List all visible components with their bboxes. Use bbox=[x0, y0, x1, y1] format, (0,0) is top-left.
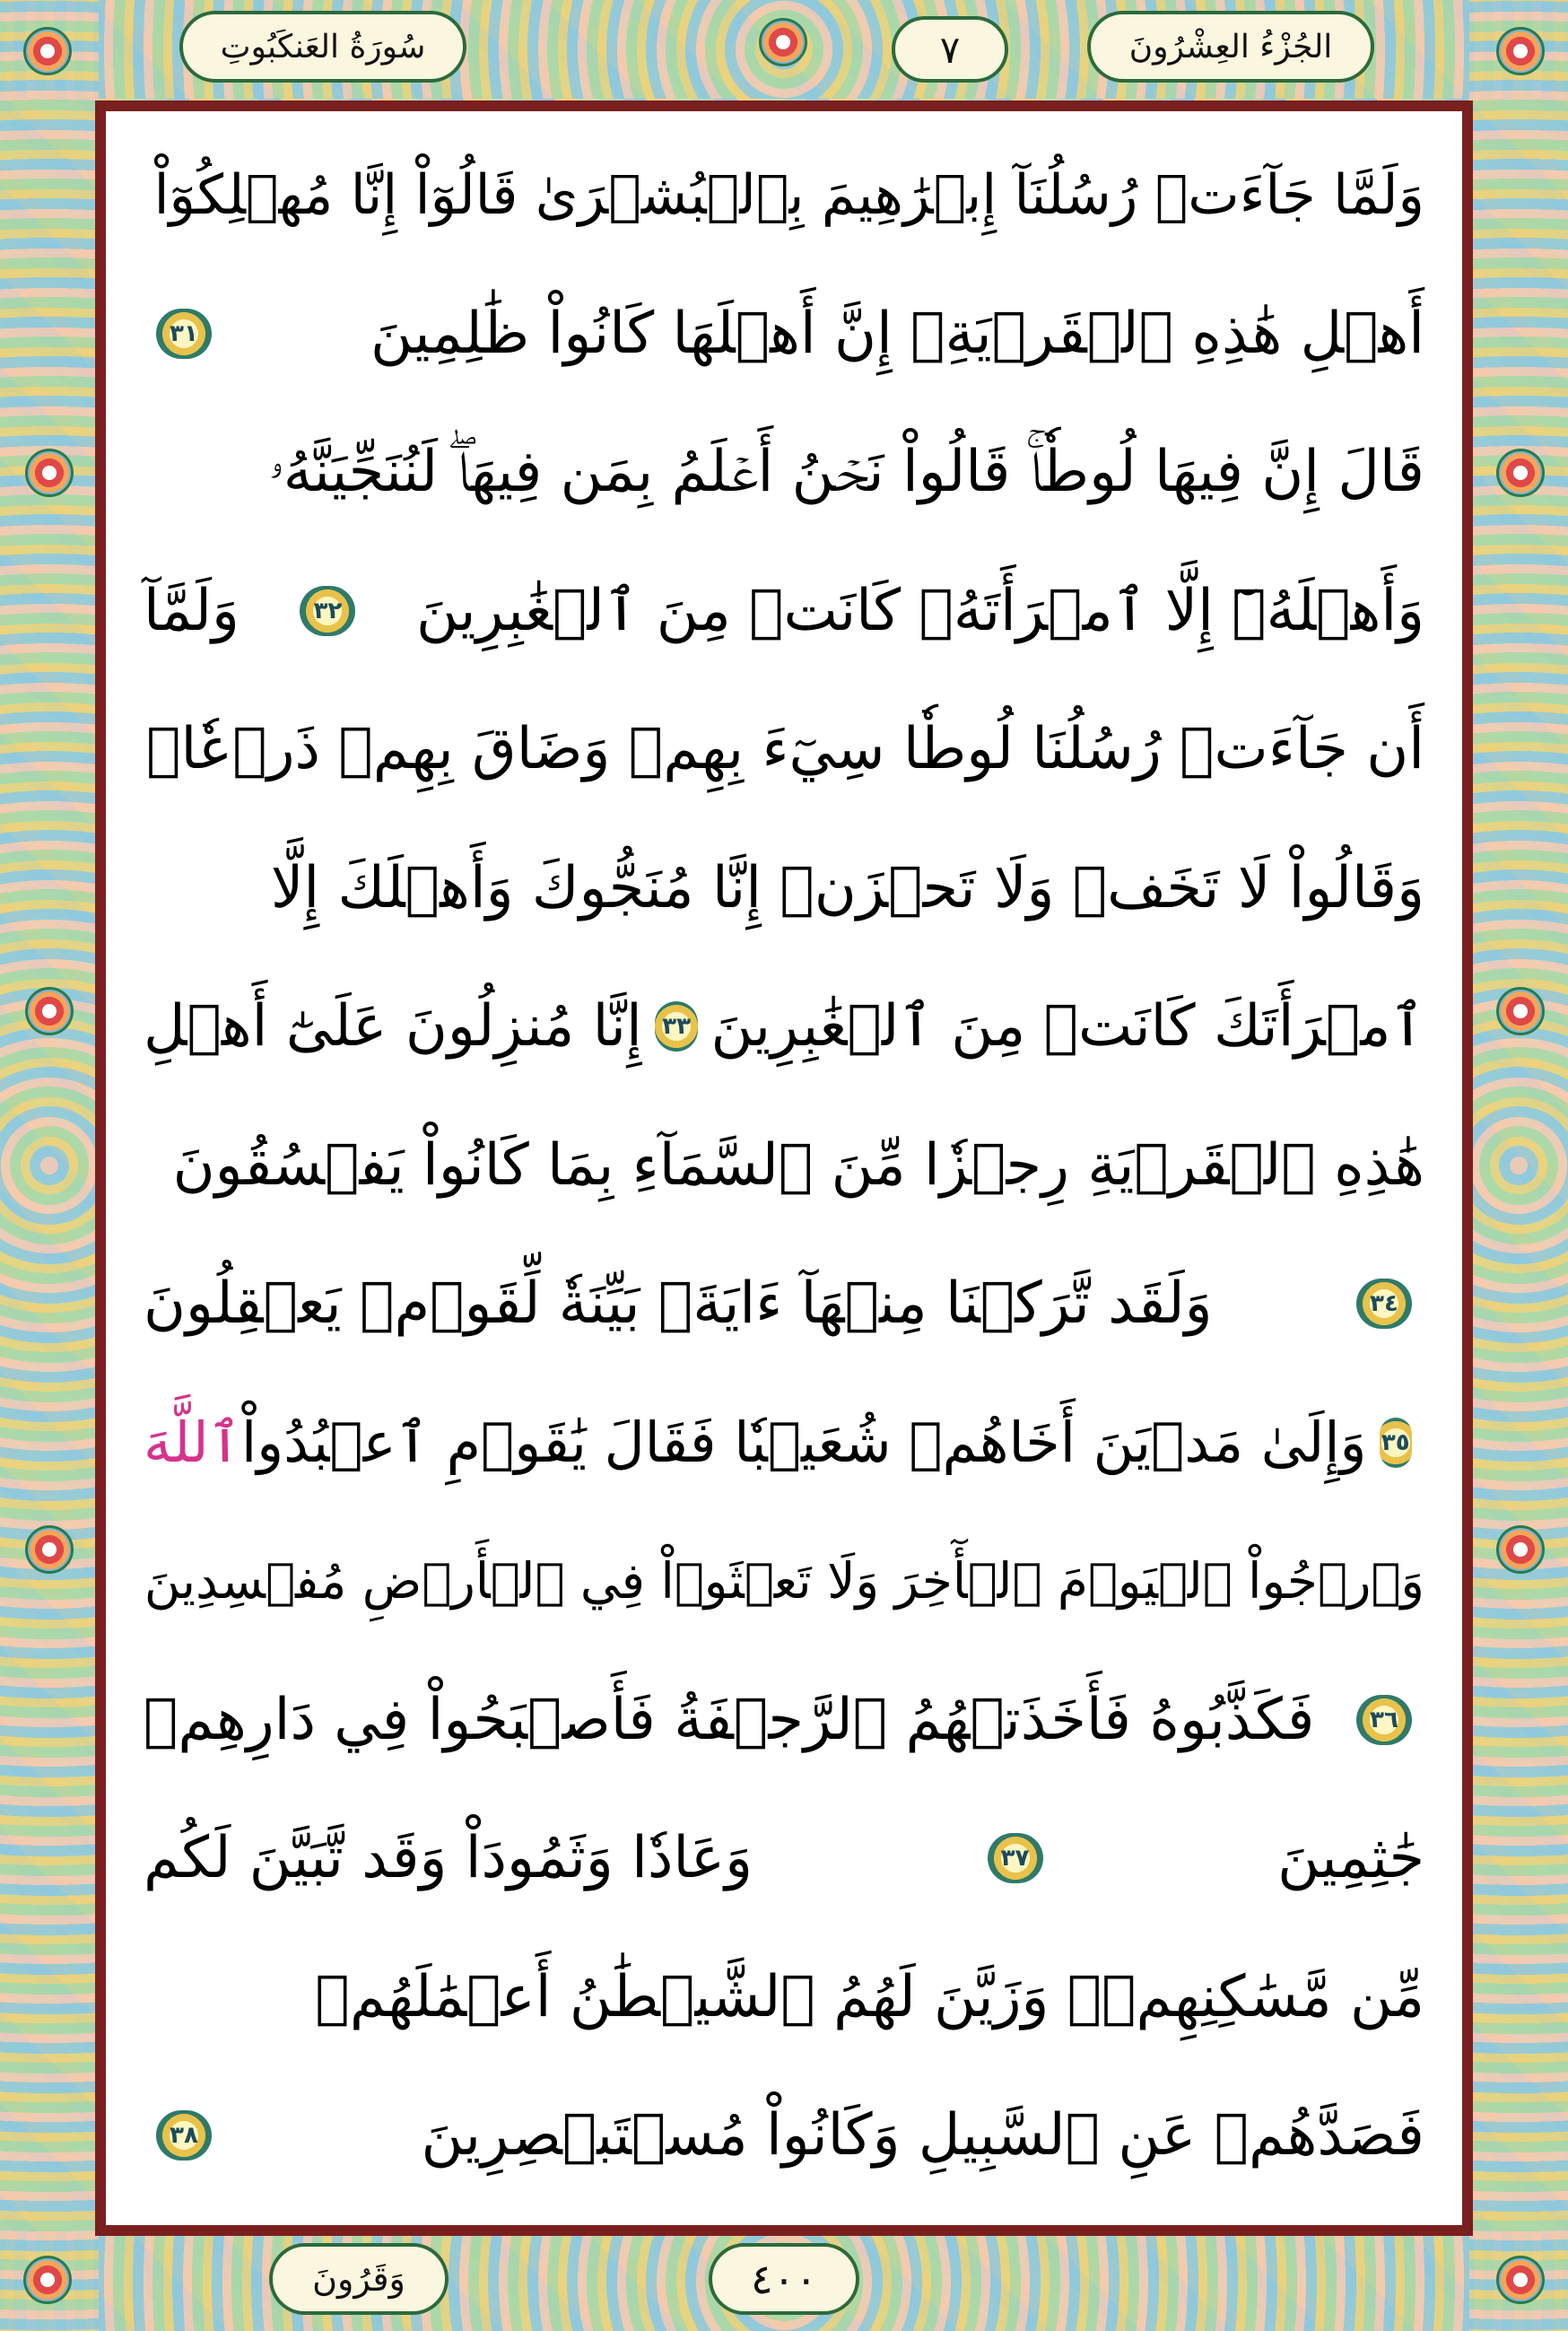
quran-line bbox=[144, 403, 1424, 542]
quran-line bbox=[144, 2066, 1424, 2205]
quran-line bbox=[144, 1512, 1424, 1651]
quran-line bbox=[144, 957, 1424, 1096]
ayah-number-marker: ٣٧ bbox=[988, 1833, 1043, 1883]
verse-text: هَٰذِهِ ٱلۡقَرۡيَةِ رِجۡزٗا مِّنَ ٱلسَّمَآءِ بِمَا كَانُواْ يَفۡسُقُونَ bbox=[172, 1131, 1424, 1199]
quran-text-block bbox=[144, 126, 1424, 2207]
quran-line bbox=[144, 265, 1424, 404]
verse-text: وَإِلَىٰ مَدۡيَنَ أَخَاهُمۡ شُعَيۡبٗا فَقَالَ يَٰقَوۡمِ ٱعۡبُدُواْ bbox=[240, 1409, 1367, 1475]
ayah-number-marker: ٣٢ bbox=[300, 586, 355, 636]
verse-text: إِنَّا مُنزِلُونَ عَلَىٰٓ أَهۡلِ bbox=[144, 993, 642, 1061]
catchword-label: وَقَرُونَ bbox=[269, 2243, 449, 2315]
verse-text: وَعَادٗا وَثَمُودَاْ وَقَد تَّبَيَّنَ لَكُم bbox=[144, 1825, 753, 1892]
rosette-ornament-icon bbox=[1496, 987, 1545, 1035]
ayah-number-marker: ٣٤ bbox=[1356, 1279, 1412, 1329]
rosette-ornament-icon bbox=[759, 18, 807, 66]
surah-name-label: سُورَةُ العَنكَبُوتِ bbox=[179, 11, 466, 83]
quran-line bbox=[144, 126, 1424, 265]
ayah-number-marker: ٣٨ bbox=[156, 2110, 212, 2161]
rosette-ornament-icon bbox=[1496, 2256, 1545, 2304]
quran-line bbox=[144, 1928, 1424, 2067]
verse-text: مِّن مَّسَٰكِنِهِمۡۖ وَزَيَّنَ لَهُمُ ٱلشَّيۡطَٰنُ أَعۡمَٰلَهُمۡ bbox=[315, 1963, 1424, 2030]
ornamental-border-left bbox=[0, 0, 99, 2331]
rosette-ornament-icon bbox=[25, 449, 74, 497]
quran-line bbox=[144, 1096, 1424, 1235]
verse-text: ٱمۡرَأَتَكَ كَانَتۡ مِنَ ٱلۡغَٰبِرِينَ bbox=[710, 993, 1424, 1061]
ayah-number-marker: ٣٥ bbox=[1380, 1418, 1413, 1468]
page-number-label: ٤٠٠ bbox=[709, 2243, 859, 2315]
verse-text: وَلَمَّا جَآءَتۡ رُسُلُنَآ إِبۡرَٰهِيمَ بِٱلۡبُشۡرَىٰ قَالُوٓاْ إِنَّا مُهۡلِكُوٓاْ bbox=[153, 162, 1424, 227]
quran-line bbox=[144, 1235, 1424, 1374]
ornamental-border-right bbox=[1469, 0, 1568, 2331]
rosette-ornament-icon bbox=[23, 2256, 72, 2304]
ayah-number-marker: ٣١ bbox=[156, 309, 212, 359]
allah-word: ٱللَّهَ bbox=[144, 1409, 241, 1475]
verse-text: وَأَهۡلَهُۥٓ إِلَّا ٱمۡرَأَتَهُۥ كَانَتۡ مِنَ ٱلۡغَٰبِرِينَ bbox=[415, 577, 1424, 644]
quran-line bbox=[144, 542, 1424, 681]
ayah-number-marker: ٣٣ bbox=[655, 1001, 699, 1052]
verse-text: وَقَالُواْ لَا تَخَفۡ وَلَا تَحۡزَنۡ إِنَّا مُنَجُّوكَ وَأَهۡلَكَ إِلَّا bbox=[270, 854, 1424, 921]
verse-text: جَٰثِمِينَ bbox=[1277, 1825, 1424, 1892]
ayah-number-marker: ٣٦ bbox=[1356, 1695, 1412, 1745]
verse-text: قَالَ إِنَّ فِيهَا لُوطٗاۚ قَالُواْ نَحۡنُ أَعۡلَمُ بِمَن فِيهَاۖ لَنُنَجِّيَنَّهُۥ bbox=[268, 439, 1424, 506]
rosette-ornament-icon bbox=[25, 1525, 74, 1574]
rosette-ornament-icon bbox=[23, 27, 72, 75]
rosette-ornament-icon bbox=[1496, 1525, 1545, 1574]
verse-text: وَلَقَد تَّرَكۡنَا مِنۡهَآ ءَايَةَۢ بَيِّنَةٗ لِّقَوۡمٖ يَعۡقِلُونَ bbox=[144, 1270, 1213, 1338]
quran-line bbox=[144, 1651, 1424, 1790]
verse-text: فَكَذَّبُوهُ فَأَخَذَتۡهُمُ ٱلرَّجۡفَةُ فَأَصۡبَحُواْ فِي دَارِهِمۡ bbox=[144, 1686, 1315, 1753]
verse-text: فَصَدَّهُمۡ عَنِ ٱلسَّبِيلِ وَكَانُواْ مُسۡتَبۡصِرِينَ bbox=[421, 2102, 1424, 2169]
verse-text: وَلَمَّآ bbox=[144, 577, 240, 644]
juz-number-label: ٧ bbox=[892, 16, 1008, 83]
verse-text: أَهۡلِ هَٰذِهِ ٱلۡقَرۡيَةِۖ إِنَّ أَهۡلَهَا كَانُواْ ظَٰلِمِينَ bbox=[370, 300, 1424, 367]
rosette-ornament-icon bbox=[1496, 27, 1545, 75]
verse-text: وَٱرۡجُواْ ٱلۡيَوۡمَ ٱلۡأٓخِرَ وَلَا تَعۡثَوۡاْ فِي ٱلۡأَرۡضِ مُفۡسِدِينَ bbox=[144, 1551, 1424, 1610]
quran-line bbox=[144, 1789, 1424, 1928]
quran-line bbox=[144, 819, 1424, 958]
rosette-ornament-icon bbox=[25, 987, 74, 1035]
quran-line bbox=[144, 680, 1424, 819]
juz-name-label: الجُزْءُ العِشْرُونَ bbox=[1087, 11, 1374, 83]
verse-text: أَن جَآءَتۡ رُسُلُنَا لُوطٗا سِيٓءَ بِهِمۡ وَضَاقَ بِهِمۡ ذَرۡعٗاۖ bbox=[146, 716, 1424, 783]
rosette-ornament-icon bbox=[1496, 449, 1545, 497]
quran-line bbox=[144, 1374, 1424, 1513]
